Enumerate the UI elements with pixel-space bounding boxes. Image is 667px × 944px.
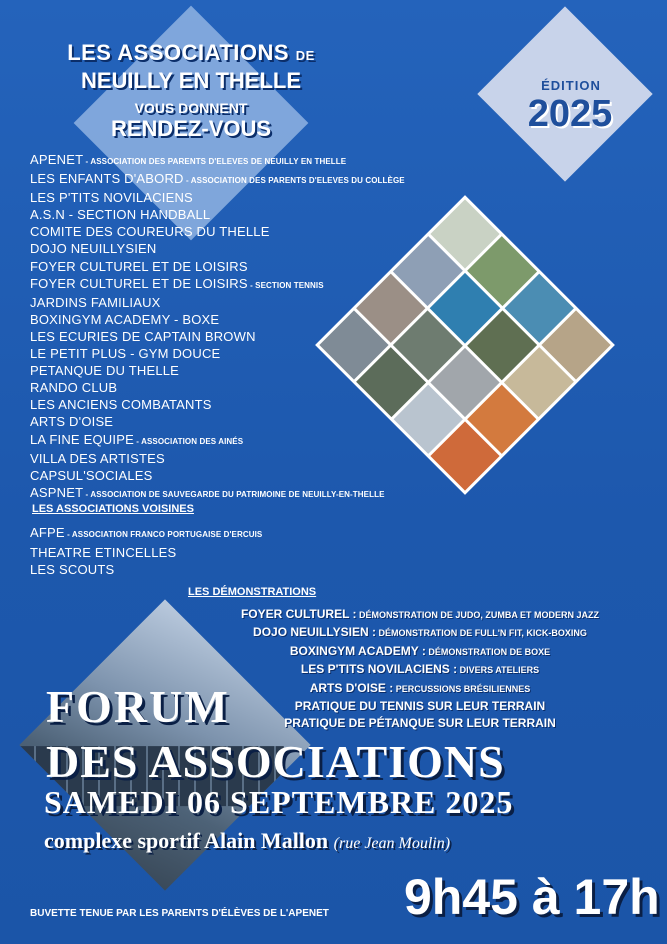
- association-item-name: APENET: [30, 152, 84, 167]
- association-item-detail: - SECTION TENNIS: [247, 280, 324, 290]
- demo-item-name: ARTS D'OISE :: [309, 680, 394, 695]
- association-item-name: FOYER CULTUREL ET DE LOISIRS: [30, 258, 248, 274]
- association-item-detail: - ASSOCIATION DES PARENTS D'ELEVES DE NEUILLY EN THELLE: [83, 157, 347, 166]
- demo-item-name: DOJO NEUILLYSIEN :: [253, 625, 376, 640]
- association-item-name: ASPNET: [30, 484, 84, 500]
- association-item-name: LES P'TITS NOVILACIENS: [30, 190, 193, 206]
- edition-label: ÉDITION: [541, 78, 601, 93]
- demonstrations-list: [200, 606, 640, 733]
- demonstrations-title: LES DÉMONSTRATIONS: [188, 586, 317, 598]
- demo-item-name: FOYER CULTUREL :: [240, 607, 357, 621]
- title-line-1: LES ASSOCIATIONS DE: [67, 40, 315, 65]
- demo-item-name: PRATIQUE DE PÉTANQUE SUR LEUR TERRAIN: [284, 716, 556, 731]
- association-item-name: VILLA DES ARTISTES: [30, 450, 165, 466]
- association-item-detail: - ASSOCIATION DES PARENTS D'ELEVES DU COLLÈGE: [183, 176, 405, 186]
- association-item-name: BOXINGYM ACADEMY - BOXE: [30, 311, 220, 327]
- association-item-detail: - ASSOCIATION DES AINÉS: [133, 436, 244, 446]
- voisine-item: [30, 544, 262, 562]
- voisine-item-name: THEATRE ETINCELLES: [30, 544, 177, 560]
- forum-title-line-2: DES ASSOCIATIONS: [46, 736, 505, 787]
- association-item-name: LE PETIT PLUS - GYM DOUCE: [30, 346, 221, 362]
- demo-item-detail: PERCUSSIONS BRÉSILIENNES: [393, 683, 531, 694]
- demo-item: [200, 643, 640, 661]
- association-item-name: A.S.N - SECTION HANDBALL: [30, 207, 211, 223]
- association-item-name: RANDO CLUB: [30, 380, 118, 396]
- association-item-name: LES ENFANTS D'ABORD: [30, 171, 184, 187]
- demo-item-detail: DÉMONSTRATION DE FULL'N FIT, KICK-BOXING: [375, 628, 587, 639]
- demo-item-name: PRATIQUE DU TENNIS SUR LEUR TERRAIN: [294, 699, 546, 714]
- title-block: [0, 40, 382, 142]
- opening-hours: 9h45 à 17h: [404, 869, 660, 925]
- association-item: [30, 151, 450, 170]
- association-item-name: LES ECURIES DE CAPTAIN BROWN: [30, 328, 256, 344]
- association-item-name: CAPSUL'SOCIALES: [30, 467, 153, 483]
- association-item: [30, 170, 450, 189]
- edition-year: 2025: [527, 93, 613, 135]
- voisines-list: [30, 524, 262, 579]
- demo-item: [200, 606, 640, 624]
- demo-item-name: BOXINGYM ACADEMY :: [289, 643, 426, 658]
- association-item-name: JARDINS FAMILIAUX: [30, 294, 161, 310]
- voisine-item-name: LES SCOUTS: [30, 562, 115, 577]
- title-line-2: NEUILLY EN THELLE: [80, 68, 302, 93]
- photo-collage-grid: [315, 195, 615, 495]
- voisine-item-name: AFPE: [30, 525, 65, 540]
- forum-venue: complexe sportif Alain Mallon: [44, 828, 329, 853]
- title-line-4: RENDEZ-VOUS: [110, 116, 272, 141]
- voisines-title: LES ASSOCIATIONS VOISINES: [32, 503, 194, 515]
- association-item-name: PETANQUE DU THELLE: [30, 363, 180, 379]
- association-item-name: LES ANCIENS COMBATANTS: [30, 397, 212, 413]
- forum-place: [44, 828, 450, 854]
- voisine-item: [30, 524, 262, 544]
- voisine-item: [30, 561, 262, 579]
- photo-collage: [315, 195, 615, 495]
- demo-item-name: LES P'TITS NOVILACIENS :: [300, 662, 458, 677]
- association-item-detail: - ASSOCIATION DE SAUVEGARDE DU PATRIMOINE DE NEUILLY-EN-THELLE: [83, 489, 385, 499]
- voisine-item-detail: - ASSOCIATION FRANCO PORTUGAISE D'ERCUIS: [64, 530, 263, 539]
- demo-item: [200, 661, 640, 679]
- demo-item: [200, 624, 640, 642]
- association-item-name: ARTS D'OISE: [30, 414, 114, 430]
- association-item-name: LA FINE EQUIPE: [30, 431, 134, 447]
- forum-title-line-1: FORUM: [46, 681, 230, 732]
- demo-item-detail: DÉMONSTRATION DE JUDO, ZUMBA ET MODERN JAZZ: [356, 610, 600, 620]
- forum-date: SAMEDI 06 SEPTEMBRE 2025: [44, 784, 514, 820]
- demo-item: [200, 680, 640, 698]
- demo-item-detail: DIVERS ATELIERS: [457, 665, 540, 676]
- title-line-3: VOUS DONNENT: [134, 100, 248, 116]
- demo-item-detail: DÉMONSTRATION DE BOXE: [425, 646, 551, 657]
- forum-street: (rue Jean Moulin): [333, 835, 451, 852]
- demo-item: [200, 698, 640, 715]
- buvette-note: BUVETTE TENUE PAR LES PARENTS D'ÉLÈVES DE L'APENET: [30, 908, 329, 919]
- association-item-name: FOYER CULTUREL ET DE LOISIRS: [30, 275, 248, 291]
- association-item-name: DOJO NEUILLYSIEN: [30, 241, 157, 257]
- demo-item: [200, 715, 640, 732]
- association-item-name: COMITE DES COUREURS DU THELLE: [30, 224, 270, 240]
